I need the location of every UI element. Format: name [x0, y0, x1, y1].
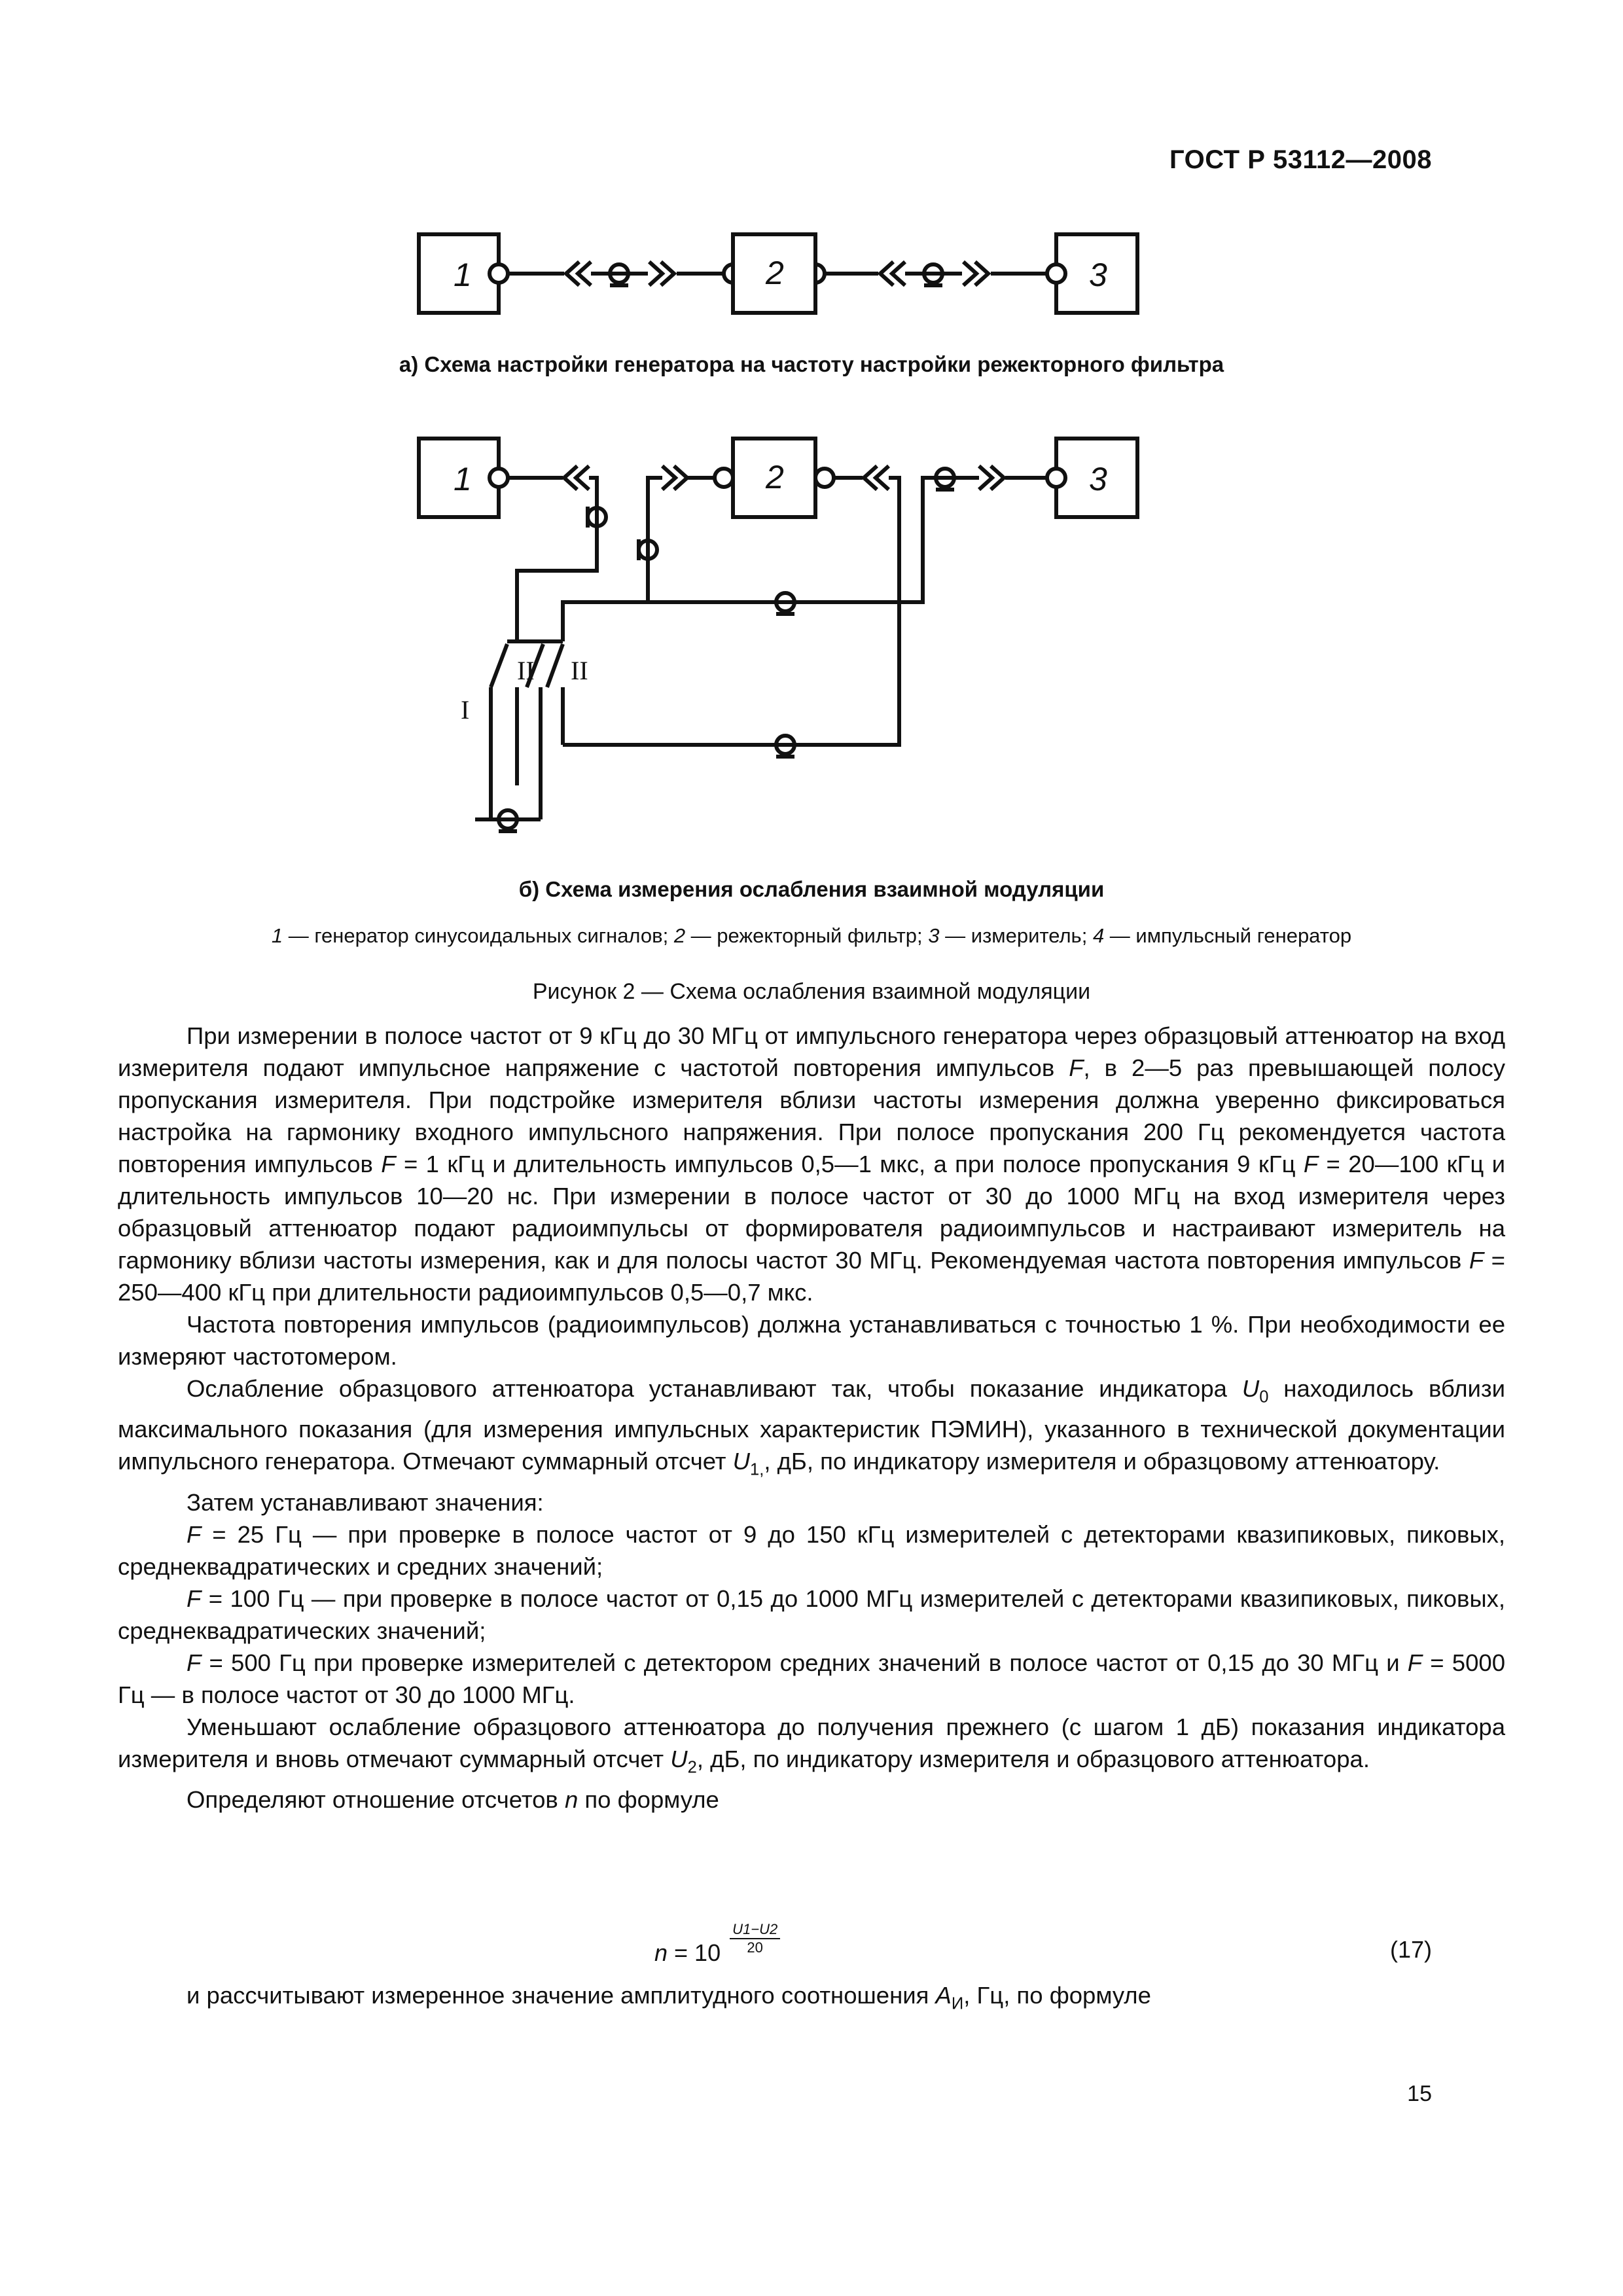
- page-number: 15: [1407, 2081, 1432, 2106]
- paragraph-4: Затем устанавливают значения:: [187, 1488, 544, 1516]
- paragraph-9: Определяют отношение отсчетов n по формуле: [187, 1785, 719, 1813]
- formula-17: n = 10 $\frac{U1-U2}{20}$: [654, 1921, 780, 1956]
- paragraph-1: При измерении в полосе частот от 9 кГц до 30 МГц от импульсного генератора через образцовый аттенюатор на вход измерителя подают импульсное напряжение с частотой повторения импульсов F, в 2—5 раз превышающей полосу пропускания измерителя. При подстройке измерителя вблизи частоты измерения должна уверенно фиксироваться настройка на гармонику входного импульсного напряжения. При полосе пропускания 200 Гц рекомендуется частота повторения импульсов F = 1 кГц и длительность импульсов 0,5—1 мкс, а при полосе пропускания 9 кГц F = 20—100 кГц и длительность импульсов 10—20 нс. При измерении в полосе частот от 30 до 1000 МГц на вход измерителя через образцовый аттенюатор подают радиоимпульсы от формирователя радиоимпульсов и настраивают измеритель на гармонику вблизи частоты измерения, как и для полосы частот 30 МГц. Рекомендуемая частота повторения импульсов F = 250—400 кГц при длительности радиоимпульсов 0,5—0,7 мкс.: [118, 1022, 1505, 1306]
- after-formula-text: и рассчитывают измеренное значение амплитудного соотношения $A_И$, Гц, по формуле: [187, 1982, 1151, 2013]
- block-3-label: 3: [1089, 461, 1107, 497]
- paragraph-8: Уменьшают ослабление образцового аттенюатора до получения прежнего (с шагом 1 дБ) показания индикатора измерителя и вновь отмечают суммарный отсчет $U_2$, дБ, по индикатору измерителя и образцового аттенюатора.: [118, 1713, 1505, 1776]
- paragraph-5: F = 25 Гц — при проверке в полосе частот от 9 до 150 кГц измерителей с детекторами квазипиковых, пиковых, среднеквадратических и средних значений;: [118, 1520, 1505, 1580]
- body-text: [118, 1020, 1505, 1816]
- switch-label-3: II: [571, 656, 588, 685]
- switch-label-1: I: [461, 695, 470, 725]
- switch-label-2: II: [517, 656, 535, 685]
- figure-caption: Рисунок 2 — Схема ослабления взаимной модуляции: [532, 979, 1091, 1004]
- block-3-label: 3: [1089, 257, 1107, 293]
- diagram-b: [0, 419, 1623, 851]
- document-code: ГОСТ Р 53112—2008: [1169, 145, 1432, 174]
- block-2-label: 2: [766, 255, 784, 291]
- block-1-label: 1: [454, 257, 472, 293]
- paragraph-7: F = 500 Гц при проверке измерителей с детектором средних значений в полосе частот от 0,15 до 30 МГц и F = 5000 Гц — в полосе частот от 30 до 1000 МГц.: [118, 1649, 1505, 1708]
- figure-legend: 1 — генератор синусоидальных сигналов; 2 — режекторный фильтр; 3 — измеритель; 4 — импульсный генератор: [271, 924, 1352, 947]
- caption-b: б) Схема измерения ослабления взаимной модуляции: [518, 877, 1105, 901]
- block-1-label: 1: [454, 461, 472, 497]
- formula-number: (17): [1389, 1936, 1432, 1963]
- paragraph-2: Частота повторения импульсов (радиоимпульсов) должна устанавливаться с точностью 1 %. При необходимости ее измеряют частотомером.: [118, 1311, 1505, 1370]
- paragraph-3: Ослабление образцового аттенюатора устанавливают так, чтобы показание индикатора $U_0$ находилось вблизи максимального показания (для измерения импульсных характеристик ПЭМИН), указанного в технической документации импульсного генератора. Отмечают суммарный отсчет $U_{1,}$, дБ, по индикатору измерителя и образцовому аттенюатору.: [118, 1375, 1505, 1479]
- paragraph-6: F = 100 Гц — при проверке в полосе частот от 0,15 до 1000 МГц измерителей с детекторами квазипиковых, пиковых, среднеквадратических значений;: [118, 1585, 1505, 1644]
- block-2-label: 2: [766, 459, 784, 495]
- caption-a: а) Схема настройки генератора на частоту настройки режекторного фильтра: [399, 352, 1224, 376]
- diagram-a: [0, 223, 1623, 340]
